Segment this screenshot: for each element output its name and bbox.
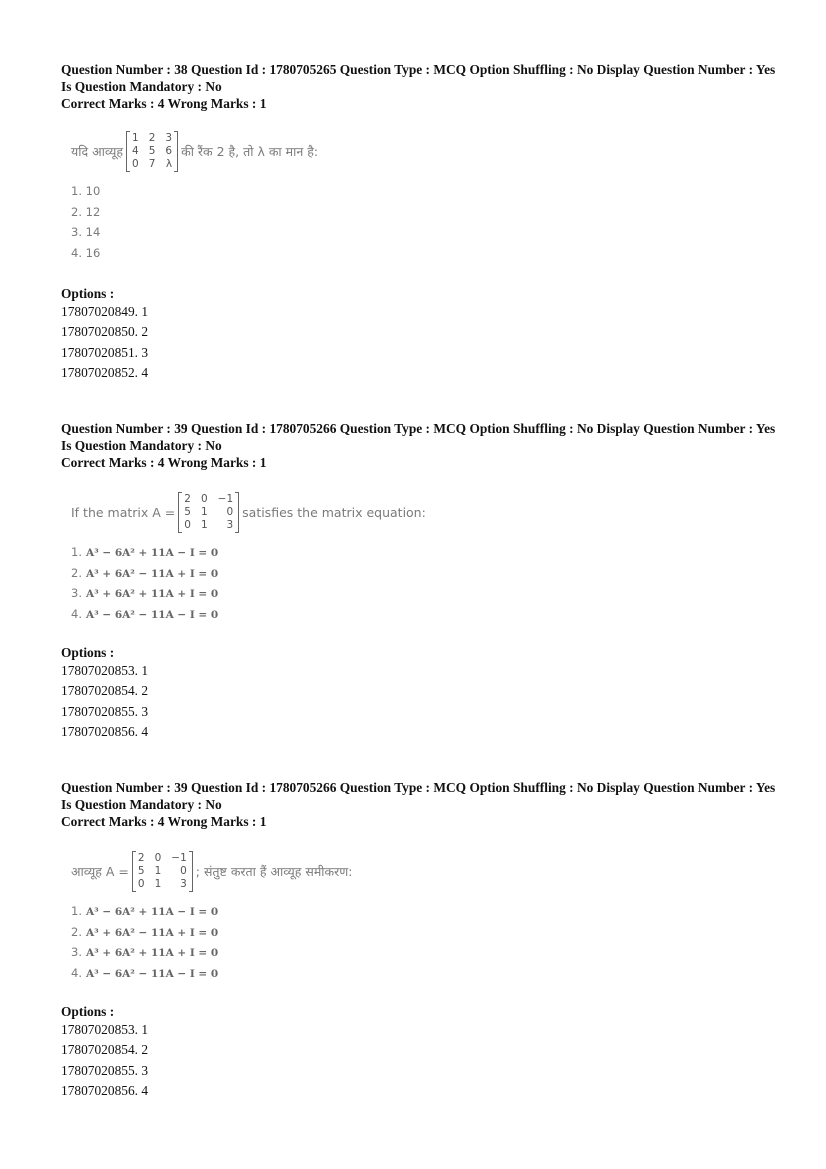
- stem-text-before: If the matrix A =: [71, 504, 176, 520]
- matrix-cell: 0: [137, 877, 145, 890]
- choice-number: 4.: [71, 245, 82, 260]
- matrix-cell: 1: [200, 505, 208, 518]
- question-header-line: Question Number : 39 Question Id : 1780705266 Question Type : MCQ Option Shuffling : No Display Question Number : Yes: [61, 780, 776, 795]
- stem-text-after: की रैंक 2 है, तो λ का मान है:: [181, 143, 319, 159]
- question-header-line: Question Number : 39 Question Id : 1780705266 Question Type : MCQ Option Shuffling : No Display Question Number : Yes: [61, 421, 776, 436]
- answer-choices: [71, 901, 791, 983]
- choice-text: 14: [85, 225, 101, 239]
- question-mandatory-line: Is Question Mandatory : No: [61, 79, 222, 94]
- matrix-cells: [136, 851, 189, 892]
- option-id-line: 17807020851. 3: [61, 344, 149, 360]
- choice-text: 16: [85, 245, 101, 260]
- matrix-cell: 3: [180, 877, 187, 890]
- answer-choice: [71, 563, 791, 584]
- matrix-cell: 0: [226, 505, 234, 518]
- option-id-line: 17807020854. 2: [61, 1042, 149, 1058]
- option-id-line: 17807020853. 1: [61, 1022, 149, 1037]
- choice-number: 4.: [71, 606, 82, 621]
- matrix-cell: λ: [165, 157, 173, 170]
- choice-text: A³ + 6A² − 11A + I = 0: [85, 567, 219, 580]
- matrix-cell: 1: [200, 518, 208, 531]
- question-block-39-english: [61, 420, 791, 742]
- options-label: Options :: [61, 1004, 115, 1019]
- matrix-cell: 0: [184, 518, 191, 531]
- question-block-39-hindi: [61, 779, 791, 1101]
- matrix-cell: 5: [137, 864, 145, 877]
- matrix-right-bracket: [235, 492, 239, 533]
- choice-text: 10: [85, 184, 101, 198]
- choice-text: A³ − 6A² − 11A − I = 0: [85, 608, 219, 621]
- option-id-line: 17807020849. 1: [61, 304, 149, 319]
- choice-text: 12: [85, 204, 101, 219]
- option-id-line: 17807020853. 1: [61, 663, 149, 678]
- matrix-cell: 3: [165, 131, 173, 144]
- matrix-cell: 0: [180, 864, 187, 877]
- answer-choice: [71, 922, 791, 943]
- option-id-line: 17807020850. 2: [61, 324, 149, 340]
- choice-text: A³ − 6A² + 11A − I = 0: [85, 547, 219, 559]
- matrix-cell: −1: [171, 851, 187, 864]
- question-header-line: Question Number : 38 Question Id : 1780705265 Question Type : MCQ Option Shuffling : No Display Question Number : Yes: [61, 62, 776, 77]
- matrix-cell: 0: [154, 851, 162, 864]
- question-stem: [71, 847, 791, 895]
- question-stem: [71, 127, 791, 175]
- question-image: [71, 488, 791, 624]
- answer-choices: [71, 181, 791, 263]
- matrix-cell: 1: [154, 864, 162, 877]
- answer-choice: [71, 604, 791, 625]
- matrix-cell: 2: [184, 492, 191, 505]
- answer-choices: [71, 542, 791, 624]
- question-image: [71, 127, 791, 263]
- question-marks-line: Correct Marks : 4 Wrong Marks : 1: [61, 96, 267, 111]
- matrix-cell: 5: [148, 144, 156, 157]
- choice-text: A³ − 6A² − 11A − I = 0: [85, 967, 219, 980]
- stem-text-after: satisfies the matrix equation:: [242, 504, 426, 520]
- answer-choice: [71, 202, 791, 223]
- answer-choice: [71, 901, 791, 922]
- matrix-cell: 2: [148, 131, 156, 144]
- choice-text: A³ + 6A² − 11A + I = 0: [85, 926, 219, 939]
- matrix-cell: 2: [137, 851, 145, 864]
- answer-choice: [71, 963, 791, 984]
- question-image: [71, 847, 791, 983]
- choice-number: 3.: [71, 225, 82, 239]
- answer-choice: [71, 542, 791, 563]
- options-label: Options :: [61, 645, 115, 660]
- option-id-line: 17807020855. 3: [61, 703, 149, 719]
- matrix-cell: 7: [148, 157, 156, 170]
- option-id-line: 17807020856. 4: [61, 723, 149, 739]
- question-mandatory-line: Is Question Mandatory : No: [61, 797, 222, 812]
- question-stem: [71, 488, 791, 536]
- answer-choice: [71, 181, 791, 202]
- matrix: [126, 131, 178, 172]
- matrix-cells: [182, 492, 235, 533]
- choice-number: 2.: [71, 924, 82, 939]
- choice-number: 2.: [71, 565, 82, 580]
- matrix-cells: [130, 131, 174, 172]
- stem-text-before: आव्यूह A =: [71, 863, 129, 879]
- matrix-cell: 4: [132, 144, 139, 157]
- matrix: [178, 492, 239, 533]
- choice-text: A³ − 6A² + 11A − I = 0: [85, 906, 219, 918]
- option-id-line: 17807020856. 4: [61, 1082, 149, 1098]
- matrix-cell: 6: [165, 144, 173, 157]
- options-label: Options :: [61, 286, 115, 301]
- matrix-cell: 3: [226, 518, 234, 531]
- question-block-38: [61, 61, 791, 383]
- choice-number: 1.: [71, 184, 82, 198]
- choice-number: 1.: [71, 904, 82, 918]
- answer-choice: [71, 583, 791, 604]
- matrix-cell: 0: [200, 492, 208, 505]
- matrix-cell: −1: [217, 492, 234, 505]
- stem-text-after: ; संतुष्ट करता हैं आव्यूह समीकरण:: [195, 863, 353, 879]
- choice-text: A³ + 6A² + 11A + I = 0: [85, 588, 219, 600]
- option-id-line: 17807020854. 2: [61, 683, 149, 699]
- choice-number: 2.: [71, 204, 82, 219]
- choice-number: 3.: [71, 586, 82, 600]
- matrix-cell: 0: [132, 157, 139, 170]
- option-id-line: 17807020855. 3: [61, 1062, 149, 1078]
- matrix-cell: 1: [154, 877, 162, 890]
- choice-number: 4.: [71, 965, 82, 980]
- matrix-right-bracket: [174, 131, 178, 172]
- option-id-line: 17807020852. 4: [61, 364, 149, 380]
- answer-choice: [71, 942, 791, 963]
- question-marks-line: Correct Marks : 4 Wrong Marks : 1: [61, 455, 267, 470]
- answer-choice: [71, 243, 791, 264]
- matrix: [132, 851, 193, 892]
- stem-text-before: यदि आव्यूह: [71, 143, 124, 159]
- matrix-right-bracket: [189, 851, 193, 892]
- choice-text: A³ + 6A² + 11A + I = 0: [85, 947, 219, 959]
- choice-number: 1.: [71, 545, 82, 559]
- answer-choice: [71, 222, 791, 243]
- question-mandatory-line: Is Question Mandatory : No: [61, 438, 222, 453]
- matrix-cell: 5: [184, 505, 191, 518]
- matrix-cell: 1: [132, 131, 139, 144]
- question-marks-line: Correct Marks : 4 Wrong Marks : 1: [61, 814, 267, 829]
- choice-number: 3.: [71, 945, 82, 959]
